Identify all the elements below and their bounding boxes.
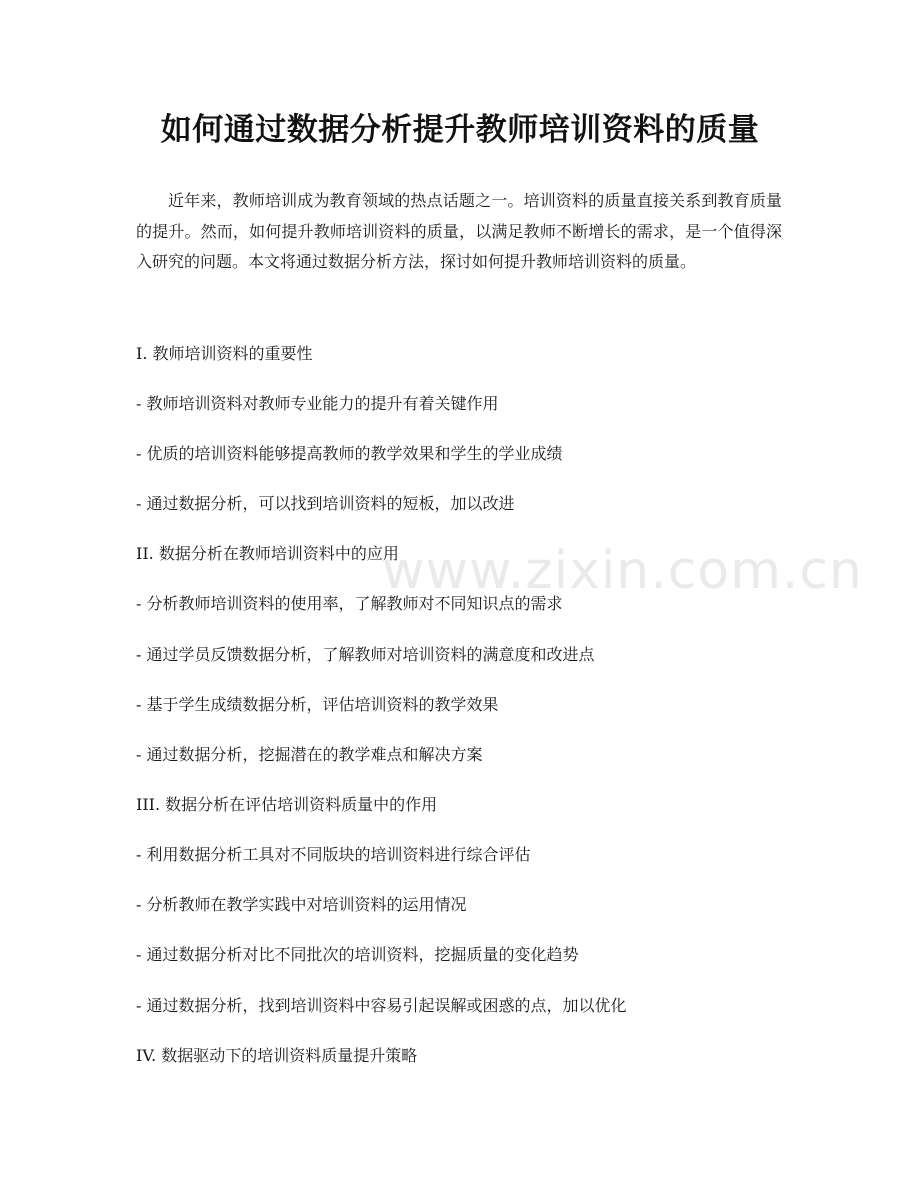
section-heading: III. 数据分析在评估培训资料质量中的作用: [136, 795, 438, 814]
list-item: - 分析教师培训资料的使用率，了解教师对不同知识点的需求: [136, 594, 563, 613]
section-heading: IV. 数据驱动下的培训资料质量提升策略: [136, 1046, 418, 1065]
list-item: - 分析教师在教学实践中对培训资料的运用情况: [136, 895, 467, 914]
list-item: - 基于学生成绩数据分析，评估培训资料的教学效果: [136, 695, 499, 714]
intro-paragraph: 近年来，教师培训成为教育领域的热点话题之一。培训资料的质量直接关系到教育质量的提升。然而，如何提升教师培训资料的质量，以满足教师不断增长的需求，是一个值得深入研究的问题。本文将通过数据分析方法，探讨如何提升教师培训资料的质量。: [136, 191, 782, 271]
list-item: - 通过学员反馈数据分析，了解教师对培训资料的满意度和改进点: [136, 645, 595, 664]
page-title: 如何通过数据分析提升教师培训资料的质量: [160, 112, 760, 148]
list-item: - 通过数据分析，找到培训资料中容易引起误解或困惑的点，加以优化: [136, 996, 627, 1015]
list-item: - 优质的培训资料能够提高教师的教学效果和学生的学业成绩: [136, 444, 563, 463]
list-item: - 教师培训资料对教师专业能力的提升有着关键作用: [136, 394, 499, 413]
section-heading: I. 教师培训资料的重要性: [136, 344, 313, 363]
list-item: - 利用数据分析工具对不同版块的培训资料进行综合评估: [136, 845, 531, 864]
section-heading: II. 数据分析在教师培训资料中的应用: [136, 544, 399, 563]
list-item: - 通过数据分析，挖掘潜在的教学难点和解决方案: [136, 745, 483, 764]
list-item: - 通过数据分析对比不同批次的培训资料，挖掘质量的变化趋势: [136, 945, 579, 964]
watermark: www.zixin.com.cn: [382, 541, 863, 601]
list-item: - 通过数据分析，可以找到培训资料的短板，加以改进: [136, 494, 515, 513]
